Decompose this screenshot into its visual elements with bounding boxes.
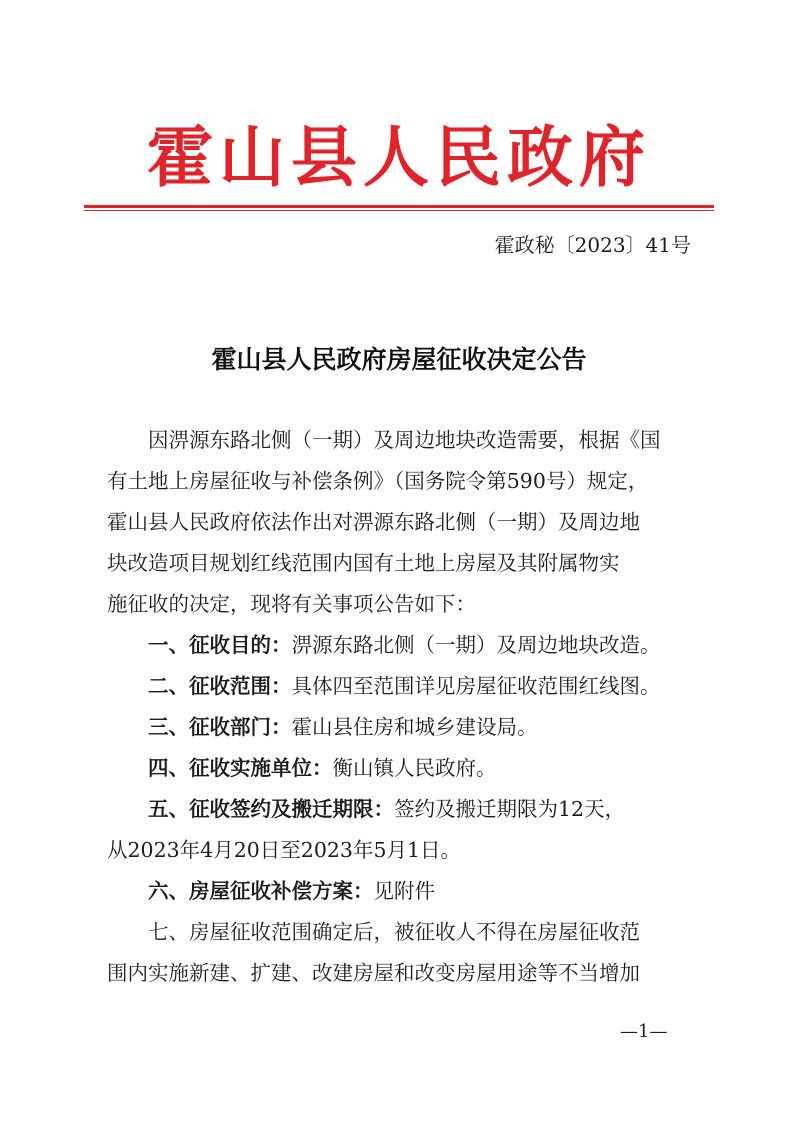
- intro-line: 因淠源东路北侧（一期）及周边地块改造需要，根据《国: [148, 428, 661, 452]
- item-text: 衡山镇人民政府。: [332, 756, 497, 780]
- item-seven-line: 围内实施新建、扩建、改建房屋和改变房屋用途等不当增加: [107, 961, 640, 985]
- intro-line: 施征收的决定，现将有关事项公告如下：: [107, 592, 476, 616]
- intro-line: 块改造项目规划红线范围内国有土地上房屋及其附属物实: [107, 551, 620, 575]
- masthead-red-rule-thin: [84, 210, 714, 211]
- item-label: 二、征收范围：: [148, 674, 292, 698]
- item-text: 具体四至范围详见房屋征收范围红线图。: [291, 674, 661, 698]
- item-department: [107, 707, 693, 748]
- item-compensation: [107, 871, 693, 912]
- item-purpose: [107, 625, 693, 666]
- item-label: 六、房屋征收补偿方案：: [148, 879, 374, 903]
- document-number: 霍政秘〔2023〕41号: [494, 233, 691, 257]
- masthead-title: 霍山县人民政府: [147, 118, 651, 196]
- item-seven-line: 七、房屋征收范围确定后，被征收人不得在房屋征收范: [148, 920, 640, 944]
- item-text: 见附件: [373, 879, 435, 903]
- intro-line: 有土地上房屋征收与补偿条例》（国务院令第590号）规定，: [107, 469, 649, 493]
- item-implementer: [107, 748, 693, 789]
- item-label: 一、征收目的：: [148, 633, 292, 657]
- masthead-red-rule: [84, 205, 714, 208]
- item-label: 四、征收实施单位：: [148, 756, 333, 780]
- item-label: 三、征收部门：: [148, 715, 292, 739]
- item-deadline-continued: 从2023年4月20日至2023年5月1日。: [107, 838, 462, 862]
- item-text: 淠源东路北侧（一期）及周边地块改造。: [291, 633, 661, 657]
- intro-line: 霍山县人民政府依法作出对淠源东路北侧（一期）及周边地: [107, 510, 640, 534]
- item-label: 五、征收签约及搬迁期限：: [148, 797, 394, 821]
- page-number: —1—: [620, 1021, 668, 1042]
- notice-body: [107, 420, 693, 994]
- notice-title: 霍山县人民政府房屋征收决定公告: [211, 345, 587, 374]
- item-text: 签约及搬迁期限为12天，: [394, 797, 626, 821]
- item-deadline: [107, 789, 693, 830]
- item-scope: [107, 666, 693, 707]
- item-text: 霍山县住房和城乡建设局。: [291, 715, 538, 739]
